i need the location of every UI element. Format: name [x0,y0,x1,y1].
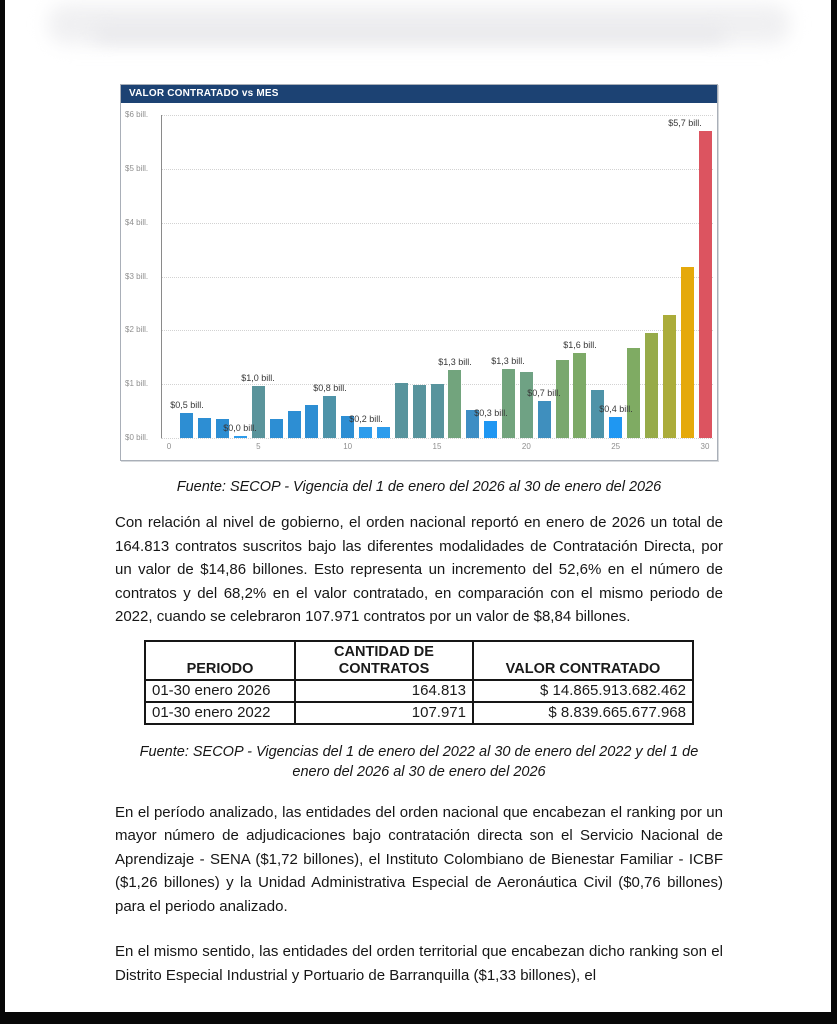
table-row [145,680,693,702]
document-page [115,84,723,987]
gridline [161,223,713,224]
bar [305,405,318,438]
screen-edge-right [831,0,837,1024]
bar [609,417,622,439]
bar-value-label: $1,3 bill. [491,356,525,367]
col-header-periodo: PERIODO [145,641,295,680]
x-axis-label: 30 [700,442,710,451]
cell-periodo-2022: 01-30 enero 2022 [145,702,295,724]
bar-value-label: $1,6 bill. [563,339,597,350]
bar [591,390,604,439]
y-axis-label: $3 bill. [125,271,149,281]
cell-valor-2022: $ 8.839.665.677.968 [473,702,693,724]
bar-value-label: $0,7 bill. [527,388,561,399]
bar [681,267,694,438]
bar [484,421,497,438]
bar [180,413,193,438]
bar [234,436,247,438]
bar-value-label: $0,4 bill. [599,403,633,414]
bar [377,427,390,438]
gridline [161,169,713,170]
screen-edge-bottom [0,1012,837,1024]
gridline [161,330,713,331]
chart-plot-area [121,103,717,461]
x-axis-label: 25 [611,442,621,451]
y-axis-label: $0 bill. [125,433,149,442]
x-axis-label: 20 [521,442,531,451]
x-axis-label: 15 [432,442,442,451]
cell-cantidad-2022: 107.971 [295,702,473,724]
bar [699,131,712,438]
bar-value-label: $1,0 bill. [241,372,275,383]
bar-value-label: $5,7 bill. [668,118,702,129]
y-axis-label: $4 bill. [125,217,149,227]
gridline [161,277,713,278]
bar [431,384,444,438]
y-axis-label: $5 bill. [125,163,149,173]
x-axis-label: 0 [166,442,172,451]
bar [645,333,658,438]
summary-table [144,640,694,725]
col-header-valor: VALOR CONTRATADO [473,641,693,680]
cell-periodo-2026: 01-30 enero 2026 [145,680,295,702]
x-axis-label: 5 [256,442,261,451]
blurred-header-smudge-line [95,26,725,42]
bar [663,315,676,438]
bar [627,348,640,438]
bar [288,411,301,438]
bar [395,383,408,438]
gridline [161,115,713,116]
bar-value-label: $0,0 bill. [223,423,257,434]
bar-value-label: $0,2 bill. [349,414,383,425]
table-row [145,702,693,724]
bar-value-label: $0,8 bill. [313,383,347,393]
paragraph-1: Con relación al nivel de gobierno, el orden nacional reportó en enero de 2026 un total de 164.813 contratos suscritos bajo las diferentes modalidades de Contratación Directa, por un valor de $14,86 billones. Esto representa un incremento del 52,6% en el número de contratos y del 68,2% en el valor contratado, en comparación con el mismo periodo de 2022, cuando se celebraron 107.971 contratos por un valor de $8,84 billones. [115,514,723,625]
bar [502,369,515,438]
bar [520,372,533,438]
y-axis-line [161,115,162,438]
bar [413,385,426,438]
table-header-row [145,641,693,680]
bar-value-label: $1,3 bill. [438,356,472,367]
screen-edge-left [0,0,5,1024]
y-axis-label: $1 bill. [125,379,149,389]
bar [448,370,461,438]
cell-valor-2026: $ 14.865.913.682.462 [473,680,693,702]
paragraph-2: En el período analizado, las entidades del orden nacional que encabezan el ranking por un mayor número de adjudicaciones bajo contratación directa son el Servicio Nacional de Aprendizaje - SENA ($1,72 billones), el Instituto Colombiano de Bienestar Familiar - ICBF ($1,26 billones) y la Unidad Administrativa Especial de Aeronáutica Civil ($0,76 billones) para el periodo analizado. [115,803,723,915]
bar [359,427,372,438]
chart-source-caption: Fuente: SECOP - Vigencia del 1 de enero del 2026 al 30 de enero del 2026 [176,479,662,495]
col-header-cantidad: CANTIDAD DE CONTRATOS [295,641,473,680]
cell-cantidad-2026: 164.813 [295,680,473,702]
bar-value-label: $0,5 bill. [170,400,204,411]
bar-value-label: $0,3 bill. [474,408,508,419]
y-axis-label: $6 bill. [125,110,149,119]
chart-panel [120,84,718,461]
bar [556,360,569,438]
gridline [161,438,713,439]
bar [538,401,551,438]
x-axis-label: 10 [343,442,353,451]
y-axis-label: $2 bill. [125,325,149,335]
chart-title: VALOR CONTRATADO vs MES [121,85,717,103]
paragraph-3: En el mismo sentido, las entidades del orden territorial que encabezan dicho ranking son el Distrito Especial Industrial y Portuario de Barranquilla ($1,33 billones), el [115,943,723,984]
table-source-caption: Fuente: SECOP - Vigencias del 1 de enero del 2022 al 30 de enero del 2022 y del 1 de enero del 2026 al 30 de enero del 2026 [139,743,699,780]
